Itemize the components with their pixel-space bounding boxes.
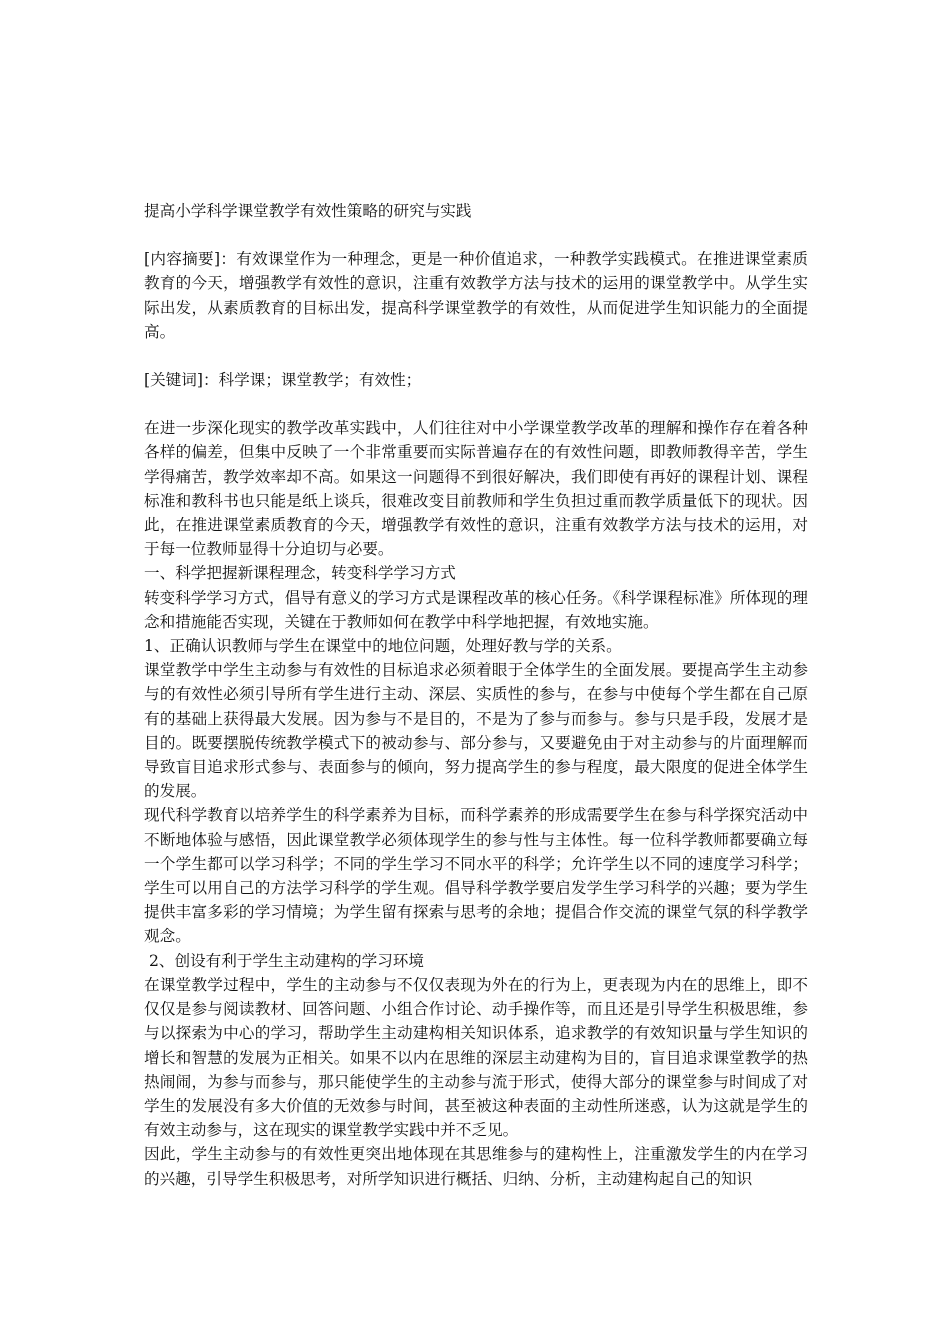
- subsection-2-paragraph-1: 在课堂教学过程中，学生的主动参与不仅仅表现为外在的行为上，更表现为内在的思维上，即不仅仅是参与阅读教材、回答问题、小组合作讨论、动手操作等，而且还是引导学生积极思维，参与以探索为中心的学习，帮助学生主动建构相关知识体系，追求教学的有效知识量与学生知识的增长和智慧的发展为正相关。如果不以内在思维的深层主动建构为目的，盲目追求课堂教学的热热闹闹，为参与而参与，那只能使学生的主动参与流于形式，使得大部分的课堂参与时间成了对学生的发展没有多大价值的无效参与时间，甚至被这种表面的主动性所迷惑，认为这就是学生的有效主动参与，这在现实的课堂教学实践中并不乏见。: [144, 975, 808, 1140]
- spacer: [144, 344, 808, 368]
- subsection-1-paragraph-1: 课堂教学中学生主动参与有效性的目标追求必须着眼于全体学生的全面发展。要提高学生主动参与的有效性必须引导所有学生进行主动、深层、实质性的参与，在参与中使每个学生都在自己原有的基础上获得最大发展。因为参与不是目的，不是为了参与而参与。参与只是手段，发展才是目的。既要摆脱传统教学模式下的被动参与、部分参与，又要避免由于对主动参与的片面理解而导致盲目追求形式参与、表面参与的倾向，努力提高学生的参与程度，最大限度的促进全体学生的发展。: [144, 661, 808, 801]
- section-1-heading: 一、科学把握新课程理念，转变科学学习方式: [144, 564, 456, 583]
- subsection-1-heading: 1、正确认识教师与学生在课堂中的地位问题，处理好教与学的关系。: [144, 637, 622, 656]
- subsection-2-heading: 2、创设有利于学生主动建构的学习环境: [144, 951, 424, 970]
- intro-paragraph: 在进一步深化现实的教学改革实践中，人们往往对中小学课堂教学改革的理解和操作存在着各种各样的偏差，但集中反映了一个非常重要而实际普遍存在的有效性问题，即教师教得辛苦，学生学得痛苦，教学效率却不高。如果这一问题得不到很好解决，我们即使有再好的课程计划、课程标准和教科书也只能是纸上谈兵，很难改变目前教师和学生负担过重而教学质量低下的现状。因此，在推进课堂素质教育的今天，增强教学有效性的意识，注重有效教学方法与技术的运用，对于每一位教师显得十分迫切与必要。: [144, 419, 808, 559]
- keywords-line: [关键词]：科学课；课堂教学；有效性；: [144, 371, 422, 390]
- subsection-1-paragraph-2: 现代科学教育以培养学生的科学素养为目标，而科学素养的形成需要学生在参与科学探究活动中不断地体验与感悟，因此课堂教学必须体现学生的参与性与主体性。每一位科学教师都要确立每一个学生都可以学习科学；不同的学生学习不同水平的科学；允许学生以不同的速度学习科学；学生可以用自己的方法学习科学的学生观。倡导科学教学要启发学生学习科学的兴趣；要为学生提供丰富多彩的学习情境；为学生留有探索与思考的余地；提倡合作交流的课堂气氛的科学教学观念。: [144, 806, 808, 946]
- section-1-paragraph: 转变科学学习方式，倡导有意义的学习方式是课程改革的核心任务。《科学课程标准》所体现的理念和措施能否实现，关键在于教师如何在教学中科学地把握，有效地实施。: [144, 588, 808, 631]
- abstract-paragraph: [内容摘要]：有效课堂作为一种理念，更是一种价值追求，一种教学实践模式。在推进课堂素质教育的今天，增强教学有效性的意识，注重有效教学方法与技术的运用的课堂教学中。从学生实际出发，从素质教育的目标出发，提高科学课堂教学的有效性，从而促进学生知识能力的全面提高。: [144, 250, 808, 341]
- subsection-2-paragraph-2: 因此，学生主动参与的有效性更突出地体现在其思维参与的建构性上，注重激发学生的内在学习的兴趣，引导学生积极思考，对所学知识进行概括、归纳、分析，主动建构起自己的知识: [144, 1145, 808, 1188]
- spacer: [144, 392, 808, 416]
- document-page: [144, 199, 808, 1191]
- document-title: 提高小学科学课堂教学有效性策略的研究与实践: [144, 202, 472, 220]
